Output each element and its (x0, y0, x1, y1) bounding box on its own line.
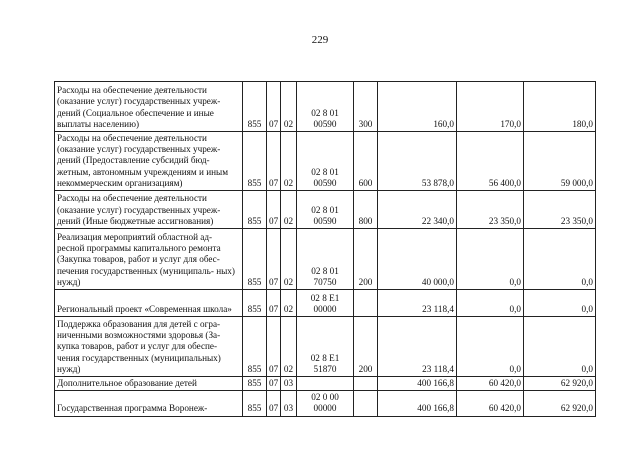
budget-table (54, 81, 596, 417)
cell-name: Поддержка образования для детей с огра- ниченными возможностями здоровья (За- купка товаров, работ и услуг для обеспе- чения государственных (муниципальных) нужд) (55, 317, 243, 377)
cell-pr: 02 (281, 82, 297, 132)
cell-grbs: 855 (243, 317, 267, 377)
cell-name: Расходы на обеспечение деятельности (оказание услуг) государственных учреж- дений (Предоставление субсидий бюд- жетным, автономным учреждениям и иным некоммерческим организациям) (55, 132, 243, 191)
cell-pr: 02 (281, 290, 297, 317)
cell-value-1: 53 878,0 (378, 132, 457, 191)
cell-vr: 200 (354, 317, 378, 377)
cell-value-3: 62 920,0 (524, 377, 596, 391)
cell-csr: 02 8 E1 51870 (297, 317, 354, 377)
cell-rz: 07 (267, 82, 281, 132)
table-row (55, 82, 596, 132)
cell-pr: 03 (281, 391, 297, 416)
cell-value-2: 0,0 (457, 229, 524, 290)
cell-value-3: 62 920,0 (524, 391, 596, 416)
cell-name: Региональный проект «Современная школа» (55, 290, 243, 317)
cell-rz: 07 (267, 377, 281, 391)
cell-value-3: 0,0 (524, 290, 596, 317)
page-number: 229 (311, 34, 329, 46)
cell-vr (354, 391, 378, 416)
cell-pr: 02 (281, 132, 297, 191)
cell-value-1: 400 166,8 (378, 391, 457, 416)
cell-value-3: 0,0 (524, 229, 596, 290)
cell-value-1: 160,0 (378, 82, 457, 132)
cell-grbs: 855 (243, 229, 267, 290)
cell-rz: 07 (267, 290, 281, 317)
cell-pr: 02 (281, 191, 297, 229)
cell-grbs: 855 (243, 391, 267, 416)
cell-rz: 07 (267, 317, 281, 377)
cell-pr: 02 (281, 229, 297, 290)
cell-rz: 07 (267, 132, 281, 191)
cell-value-3: 59 000,0 (524, 132, 596, 191)
cell-csr: 02 8 01 00590 (297, 191, 354, 229)
table-row (55, 191, 596, 229)
table-row (55, 229, 596, 290)
table-row (55, 290, 596, 317)
cell-value-3: 23 350,0 (524, 191, 596, 229)
cell-value-2: 170,0 (457, 82, 524, 132)
cell-pr: 02 (281, 317, 297, 377)
cell-csr: 02 8 E1 00000 (297, 290, 354, 317)
cell-grbs: 855 (243, 377, 267, 391)
cell-csr (297, 377, 354, 391)
cell-grbs: 855 (243, 191, 267, 229)
cell-name: Дополнительное образование детей (55, 377, 243, 391)
cell-grbs: 855 (243, 132, 267, 191)
cell-grbs: 855 (243, 82, 267, 132)
table-row (55, 377, 596, 391)
cell-name: Государственная программа Воронеж- (55, 391, 243, 416)
cell-rz: 07 (267, 191, 281, 229)
cell-vr: 600 (354, 132, 378, 191)
cell-value-3: 0,0 (524, 317, 596, 377)
cell-name: Реализация мероприятий областной ад- ресной программы капитального ремонта (Закупка товаров, работ и услуг для обес- печения государственных (муниципаль- ных) нужд) (55, 229, 243, 290)
cell-vr: 300 (354, 82, 378, 132)
table-row (55, 132, 596, 191)
cell-value-1: 23 118,4 (378, 317, 457, 377)
cell-value-2: 23 350,0 (457, 191, 524, 229)
cell-value-1: 23 118,4 (378, 290, 457, 317)
cell-grbs: 855 (243, 290, 267, 317)
cell-vr (354, 377, 378, 391)
cell-value-2: 60 420,0 (457, 391, 524, 416)
cell-value-3: 180,0 (524, 82, 596, 132)
cell-value-1: 40 000,0 (378, 229, 457, 290)
table-row (55, 317, 596, 377)
cell-value-2: 56 400,0 (457, 132, 524, 191)
cell-name: Расходы на обеспечение деятельности (оказание услуг) государственных учреж- дений (Иные бюджетные ассигнования) (55, 191, 243, 229)
cell-rz: 07 (267, 229, 281, 290)
cell-pr: 03 (281, 377, 297, 391)
cell-value-2: 0,0 (457, 317, 524, 377)
cell-csr: 02 8 01 70750 (297, 229, 354, 290)
cell-rz: 07 (267, 391, 281, 416)
cell-vr: 800 (354, 191, 378, 229)
cell-value-2: 60 420,0 (457, 377, 524, 391)
cell-csr: 02 0 00 00000 (297, 391, 354, 416)
cell-value-1: 22 340,0 (378, 191, 457, 229)
cell-csr: 02 8 01 00590 (297, 132, 354, 191)
cell-name: Расходы на обеспечение деятельности (оказание услуг) государственных учреж- дений (Социальное обеспечение и иные выплаты населению) (55, 82, 243, 132)
cell-value-2: 0,0 (457, 290, 524, 317)
cell-value-1: 400 166,8 (378, 377, 457, 391)
cell-vr (354, 290, 378, 317)
cell-csr: 02 8 01 00590 (297, 82, 354, 132)
cell-vr: 200 (354, 229, 378, 290)
table-row (55, 391, 596, 416)
